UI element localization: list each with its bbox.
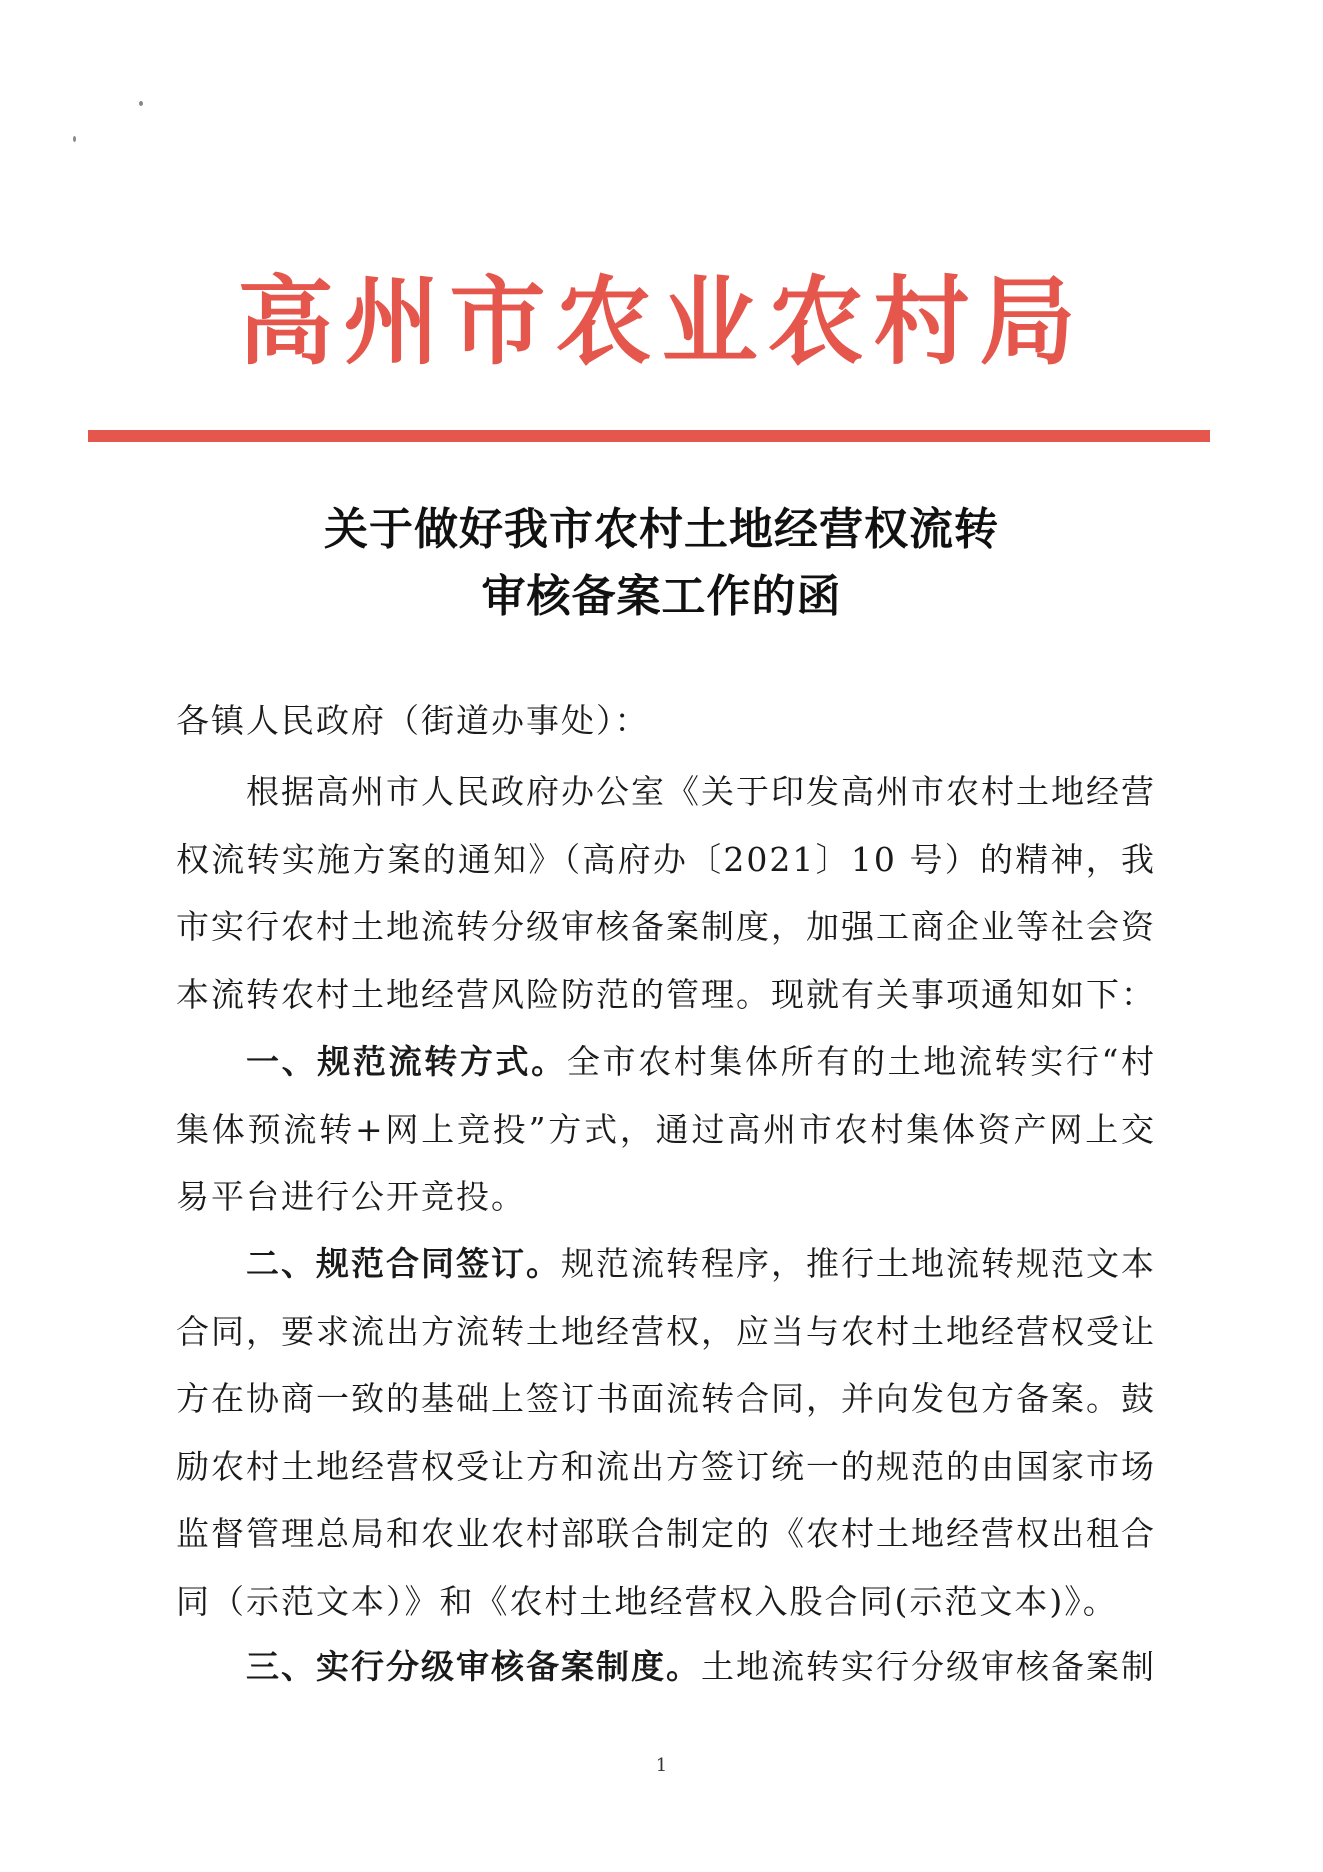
paragraph-section-2-text [176,1230,1156,1635]
section-1-body: 全市农村集体所有的土地流转实行“村集体预流转+网上竞投”方式，通过高州市农村集体资产网上交易平台进行公开竞投。 [176,1042,1157,1216]
paragraph-intro [176,758,1156,1028]
document-title-line-1: 关于做好我市农村土地经营权流转 [324,504,999,555]
page-number: 1 [655,1755,668,1776]
section-2-heading: 二、规范合同签订。 [246,1244,561,1283]
section-1-heading: 一、规范流转方式。 [246,1042,567,1081]
issuing-organization-header: 高州市农业农村局 [237,265,1086,378]
document-title-line-2: 审核备案工作的函 [481,571,842,622]
salutation: 各镇人民政府（街道办事处）： [176,701,650,740]
section-3-body: 土地流转实行分级审核备案制 [701,1647,1156,1686]
scan-speck [73,136,76,142]
paragraph-section-3 [176,1633,1156,1701]
paragraph-section-2 [176,1230,1156,1635]
paragraph-section-1-text [176,1028,1156,1231]
paragraph-section-1 [176,1028,1156,1231]
red-header-rule [88,430,1210,442]
paragraph-intro-text: 根据高州市人民政府办公室《关于印发高州市农村土地经营权流转实施方案的通知》（高府办〔2021〕10 号）的精神，我市实行农村土地流转分级审核备案制度，加强工商企业等社会资本流转农村土地经营风险防范的管理。现就有关事项通知如下： [176,772,1156,1014]
scan-speck [139,101,143,106]
section-2-body: 规范流转程序，推行土地流转规范文本合同，要求流出方流转土地经营权，应当与农村土地经营权受让方在协商一致的基础上签订书面流转合同，并向发包方备案。鼓励农村土地经营权受让方和流出方签订统一的规范的由国家市场监督管理总局和农业农村部联合制定的《农村土地经营权出租合同（示范文本）》和《农村土地经营权入股合同(示范文本)》。 [176,1244,1156,1621]
paragraph-section-3-text [176,1633,1156,1701]
section-3-heading: 三、实行分级审核备案制度。 [246,1647,701,1686]
